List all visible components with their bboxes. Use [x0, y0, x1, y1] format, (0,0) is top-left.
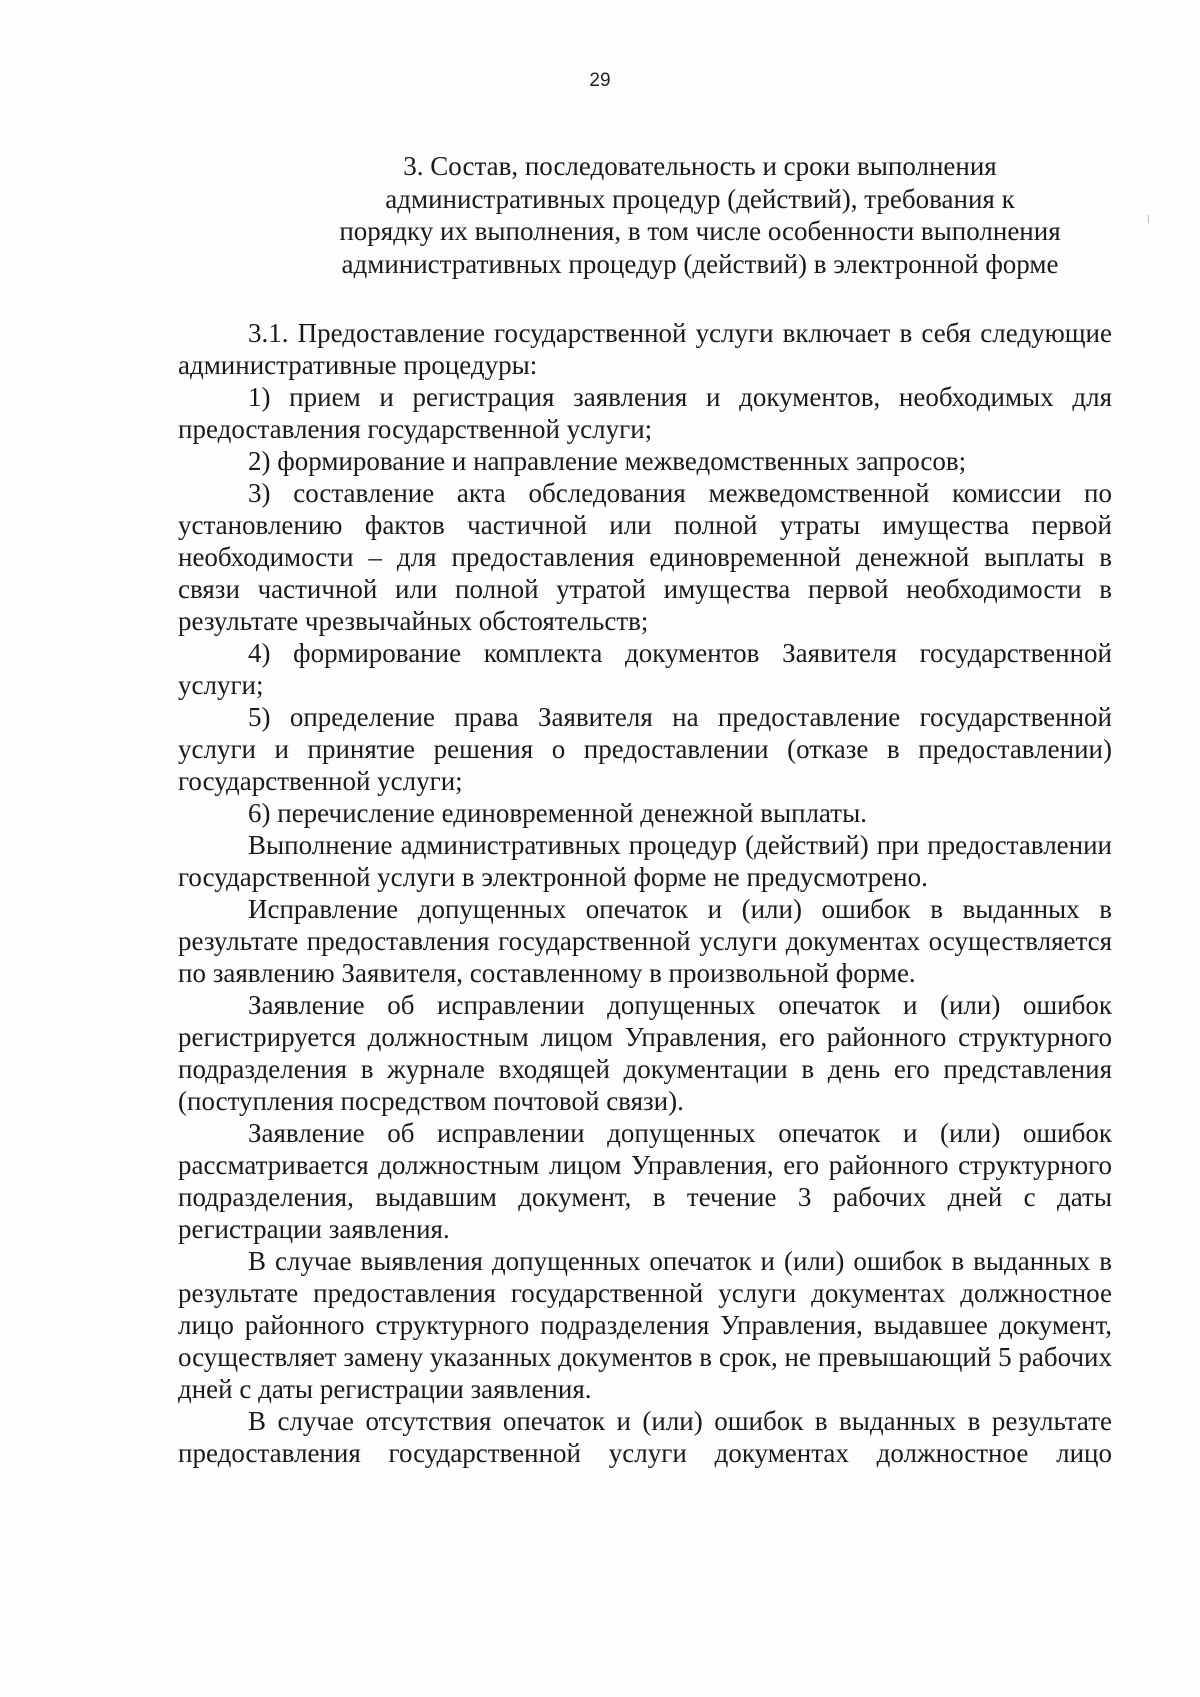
heading-line: административных процедур (действий) в электронной форме: [341, 248, 1059, 279]
page-number: 29: [589, 70, 611, 91]
heading-line: 3. Состав, последовательность и сроки выполнения: [403, 151, 997, 181]
paragraph: В случае отсутствия опечаток и (или) ошибок в выданных в результате предоставления государственной услуги документах должностное лицо: [178, 1406, 1112, 1468]
paragraph: 3.1. Предоставление государственной услуги включает в себя следующие административные процедуры:: [178, 318, 1112, 380]
paragraph: Заявление об исправлении допущенных опечаток и (или) ошибок регистрируется должностным лицом Управления, его районного структурного подразделения в журнале входящей документации в день его представления (поступления посредством почтовой связи).: [178, 990, 1112, 1116]
list-item: 6) перечисление единовременной денежной выплаты.: [248, 798, 867, 828]
paragraph: Выполнение административных процедур (действий) при предоставлении государственной услуги в электронной форме не предусмотрено.: [178, 830, 1112, 892]
list-item: 1) прием и регистрация заявления и документов, необходимых для предоставления государственной услуги;: [178, 382, 1112, 444]
list-item: 4) формирование комплекта документов Заявителя государственной услуги;: [178, 638, 1112, 700]
heading-line: порядку их выполнения, в том числе особенности выполнения: [339, 216, 1061, 246]
scan-speck: [1148, 215, 1149, 223]
heading-line: административных процедур (действий), требования к: [385, 183, 1015, 214]
section-heading: [300, 150, 1100, 280]
paragraph: В случае выявления допущенных опечаток и (или) ошибок в выданных в результате предоставления государственной услуги документах должностное лицо районного структурного подразделения Управления, выдавшее документ, осуществляет замену указанных документов в срок, не превышающий 5 рабочих дней с даты регистрации заявления.: [178, 1246, 1112, 1404]
list-item: 5) определение права Заявителя на предоставление государственной услуги и принятие решения о предоставлении (отказе в предоставлении) государственной услуги;: [178, 702, 1112, 796]
section-body: [178, 317, 1112, 1469]
list-item: 3) составление акта обследования межведомственной комиссии по установлению фактов частичной или полной утраты имущества первой необходимости – для предоставления единовременной денежной выплаты в связи частичной или полной утратой имущества первой необходимости в результате чрезвычайных обстоятельств;: [178, 478, 1112, 636]
paragraph: Исправление допущенных опечаток и (или) ошибок в выданных в результате предоставления государственной услуги документах осуществляется по заявлению Заявителя, составленному в произвольной форме.: [178, 894, 1112, 988]
list-item: 2) формирование и направление межведомственных запросов;: [248, 446, 967, 476]
paragraph: Заявление об исправлении допущенных опечаток и (или) ошибок рассматривается должностным лицом Управления, его районного структурного подразделения, выдавшим документ, в течение 3 рабочих дней с даты регистрации заявления.: [178, 1118, 1112, 1244]
